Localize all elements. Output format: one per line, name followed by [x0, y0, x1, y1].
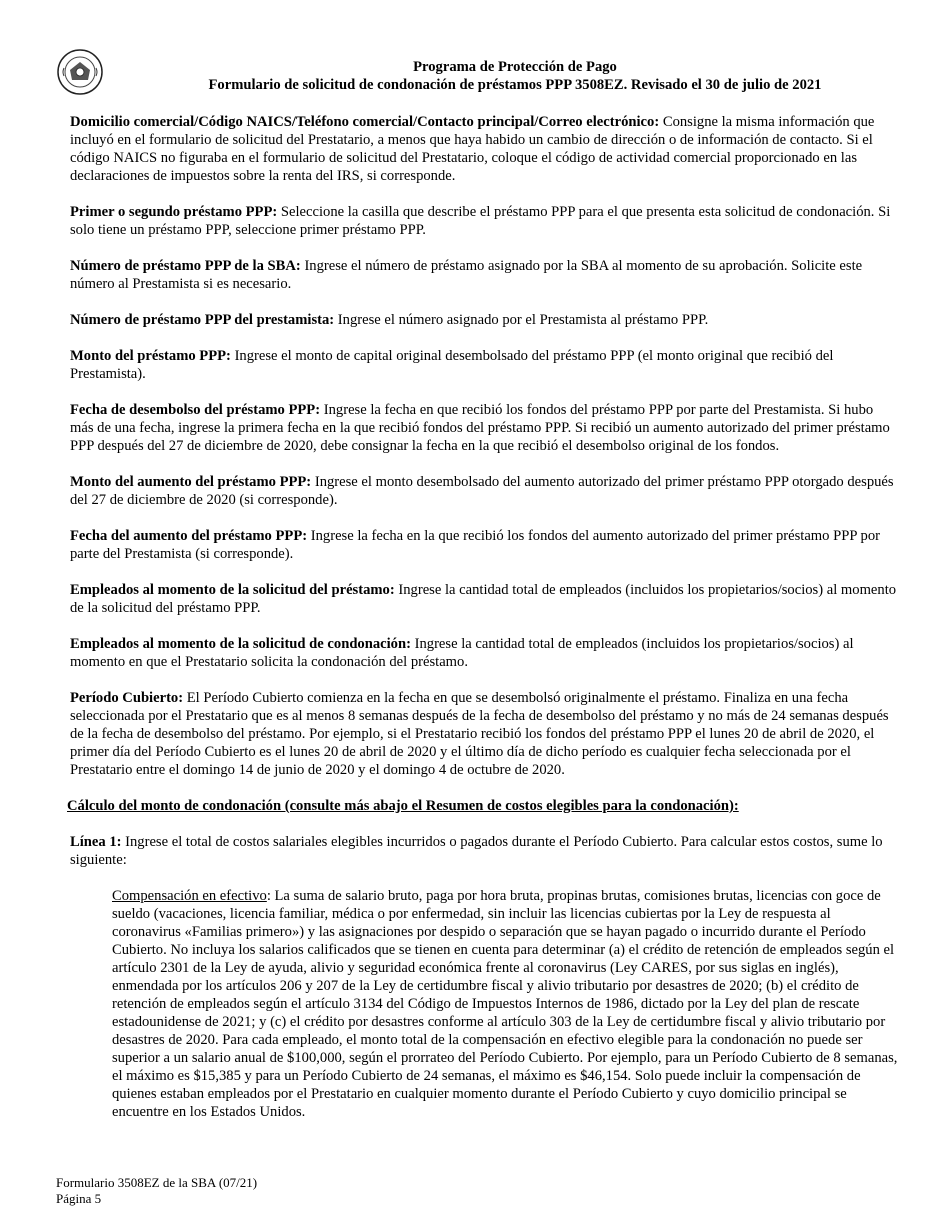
document-subtitle: Formulario de solicitud de condonación de préstamos PPP 3508EZ. Revisado el 30 de julio de 2021: [208, 77, 822, 93]
page-footer: [56, 1175, 257, 1207]
instruction-term: Número de préstamo PPP del prestamista:: [70, 312, 335, 328]
instruction-employees-at-application: [70, 581, 898, 617]
instruction-term: Compensación en efectivo: [112, 888, 267, 904]
instruction-text: Seleccione la casilla que describe el préstamo PPP para el que presenta esta solicitud de condonación. Si solo tiene un préstamo PPP, seleccione primer préstamo PPP.: [70, 204, 891, 238]
instruction-term: Monto del aumento del préstamo PPP:: [70, 474, 312, 490]
sba-seal-icon: [56, 48, 104, 96]
instruction-business-address: [70, 113, 898, 185]
instruction-text: Ingrese la cantidad total de empleados (incluidos los propietarios/socios) al momento en que el Prestatario solicita la condonación del préstamo.: [70, 636, 854, 670]
instruction-text: : La suma de salario bruto, paga por hora bruta, propinas brutas, comisiones brutas, licencias con goce de sueldo (vacaciones, licencia familiar, médica o por enfermedad, sin incluir las licencias cubiertas por la Ley de respuesta al coronavirus «Familias primero») y las asignaciones por despido o separación que se hayan pagado o incurrido durante el Período Cubierto. No incluya los salarios calificados que se tienen en cuenta para determinar (a) el crédito de retención de empleados según el artículo 2301 de la Ley de ayuda, alivio y seguridad económica frente al coronavirus (Ley CARES, por sus siglas en inglés), enmendada por los artículos 206 y 207 de la Ley de certidumbre fiscal y alivio tributario por desastres de 2020; (b) el crédito de retención de empleados según el artículo 3134 del Código de Impuestos Internos de 1986, dictado por la Ley del plan de rescate estadounidense de 2021; y (c) el crédito por desastres conforme al artículo 303 de la Ley de certidumbre fiscal y alivio tributario por desastres de 2020. Para cada empleado, el monto total de la compensación en efectivo elegible para la condonación no puede ser superior a un salario anual de $100,000, según el prorrateo del Período Cubierto. Por ejemplo, para un Período Cubierto de 8 semanas, el máximo es $15,385 y para un Período Cubierto de 24 semanas, el máximo es $46,154. Solo puede incluir la compensación de quienes estaban empleados por el Prestatario en cualquier momento durante el Período Cubierto y cuyo domicilio principal se encuentre en los Estados Unidos.: [112, 888, 898, 1120]
instruction-term: Domicilio comercial/Código NAICS/Teléfono comercial/Contacto principal/Correo electrónico:: [70, 114, 660, 130]
instruction-text: Ingrese el monto desembolsado del aumento autorizado del primer préstamo PPP otorgado después del 27 de diciembre de 2020 (si corresponde).: [70, 474, 894, 508]
instruction-term: Número de préstamo PPP de la SBA:: [70, 258, 301, 274]
footer-form-id: Formulario 3508EZ de la SBA (07/21): [56, 1175, 258, 1190]
instruction-term: Fecha de desembolso del préstamo PPP:: [70, 402, 321, 418]
instruction-cash-compensation: [112, 887, 898, 1121]
instructions-body: [67, 113, 898, 1139]
instruction-text: Ingrese la fecha en que recibió los fondos del préstamo PPP por parte del Prestamista. Si hubo más de una fecha, ingrese la primera fecha en la que recibió fondos del préstamo PPP. Si recibió un aumento autorizado del primer préstamo PPP después del 27 de diciembre de 2020, debe consignar la fecha en la que recibió el desembolso original de los fondos.: [70, 402, 890, 454]
footer-page-number: Página 5: [56, 1191, 102, 1206]
instruction-term: Empleados al momento de la solicitud del préstamo:: [70, 582, 395, 598]
instruction-term: Línea 1:: [70, 834, 122, 850]
instruction-term: Período Cubierto:: [70, 690, 184, 706]
instruction-disbursement-date: [70, 401, 898, 455]
instruction-text: Ingrese el número de préstamo asignado por la SBA al momento de su aprobación. Solicite este número al Prestamista si es necesario.: [70, 258, 863, 292]
instruction-term: Empleados al momento de la solicitud de condonación:: [70, 636, 411, 652]
instruction-employees-at-forgiveness: [70, 635, 898, 671]
instruction-first-second-loan: [70, 203, 898, 239]
instruction-text: Ingrese la cantidad total de empleados (incluidos los propietarios/socios) al momento de la solicitud del préstamo PPP.: [70, 582, 897, 616]
instruction-text: El Período Cubierto comienza en la fecha en que se desembolsó originalmente el préstamo. Finaliza en una fecha seleccionada por el Prestatario que es al menos 8 semanas después de la fecha de desembolso del préstamo y no más de 24 semanas después de la fecha de desembolso del préstamo. Por ejemplo, si el Prestatario recibió los fondos del préstamo PPP el lunes 20 de abril de 2020, el primer día del Período Cubierto es el lunes 20 de abril de 2020 y el último día de dicho período es cualquier fecha seleccionada por el Prestatario entre el domingo 14 de junio de 2020 y el domingo 4 de octubre de 2020.: [70, 690, 889, 778]
instruction-increase-date: [70, 527, 898, 563]
document-header: [120, 58, 910, 94]
instruction-term: Monto del préstamo PPP:: [70, 348, 231, 364]
section-heading-forgiveness-calculation: Cálculo del monto de condonación (consulte más abajo el Resumen de costos elegibles para la condonación):: [67, 798, 739, 814]
instruction-covered-period: [70, 689, 898, 779]
document-title: Programa de Protección de Pago: [413, 59, 617, 75]
instruction-loan-amount: [70, 347, 898, 383]
instruction-text: Ingrese el monto de capital original desembolsado del préstamo PPP (el monto original que recibió del Prestamista).: [70, 348, 834, 382]
instruction-lender-loan-number: [70, 311, 898, 329]
instruction-text: Ingrese el total de costos salariales elegibles incurridos o pagados durante el Período Cubierto. Para calcular estos costos, sume lo siguiente:: [70, 834, 883, 868]
instruction-term: Fecha del aumento del préstamo PPP:: [70, 528, 308, 544]
instruction-sba-loan-number: [70, 257, 898, 293]
instruction-text: Consigne la misma información que incluyó en el formulario de solicitud del Prestatario, a menos que haya habido un cambio de dirección o de información de contacto. Si el código NAICS no figuraba en el formulario de solicitud del Prestatario, coloque el código de actividad comercial proporcionado en las declaraciones de impuestos sobre la renta del IRS, si corresponde.: [70, 114, 875, 184]
instruction-term: Primer o segundo préstamo PPP:: [70, 204, 278, 220]
instruction-text: Ingrese el número asignado por el Prestamista al préstamo PPP.: [337, 312, 709, 328]
instruction-text: Ingrese la fecha en la que recibió los fondos del aumento autorizado del primer préstamo PPP por parte del Prestamista (si corresponde).: [70, 528, 881, 562]
instruction-increase-amount: [70, 473, 898, 509]
instruction-line-1: [70, 833, 898, 869]
